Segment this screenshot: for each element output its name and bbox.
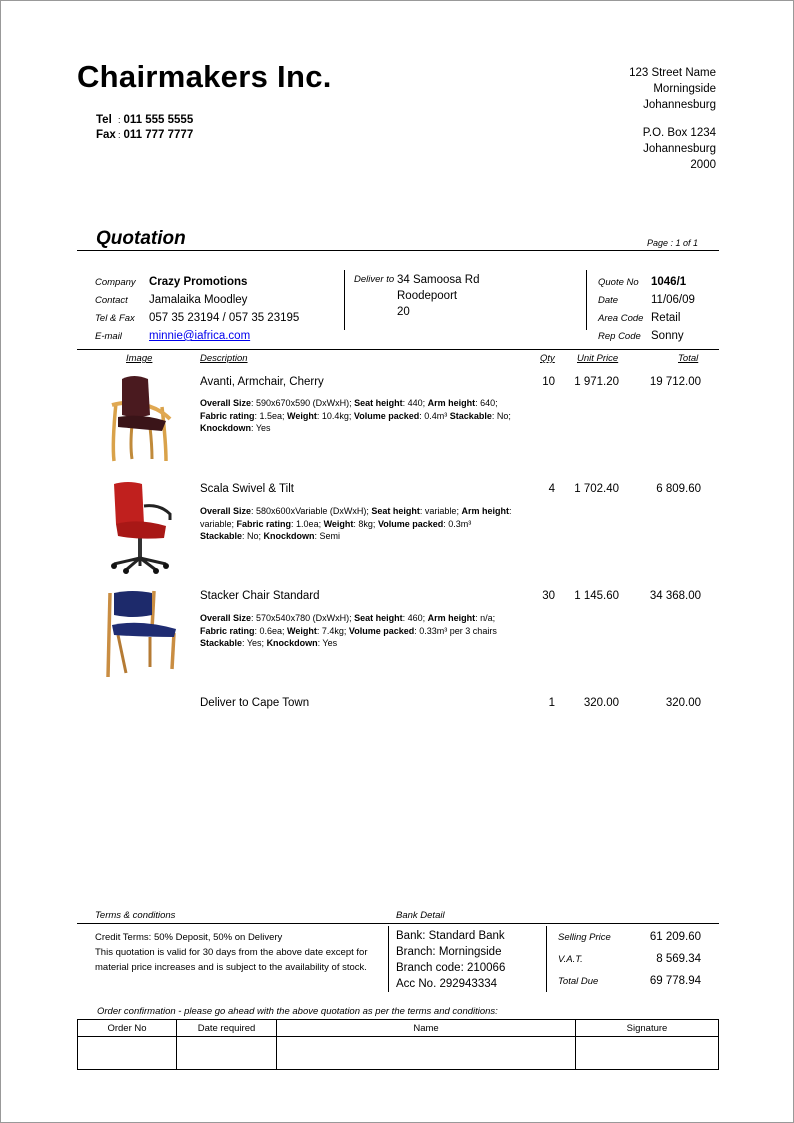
quote-no: 1046/1 bbox=[651, 276, 687, 288]
spec-key: Overall Size bbox=[200, 613, 252, 623]
spec-value: : 1.0ea; bbox=[291, 518, 324, 529]
date-label: Date bbox=[598, 295, 619, 306]
divider bbox=[77, 923, 719, 924]
customer-info bbox=[95, 272, 299, 344]
col-header-description: Description bbox=[200, 353, 248, 364]
spec-value: : 590x670x590 (DxWxH); bbox=[251, 398, 355, 408]
postal-line: P.O. Box 1234 bbox=[642, 127, 716, 139]
spec-value: : 1.5ea; bbox=[254, 410, 288, 421]
item-total: 320.00 bbox=[665, 697, 701, 709]
tel-value: 011 555 5555 bbox=[123, 114, 194, 126]
postal-line: Johannesburg bbox=[643, 143, 716, 155]
spec-key: Arm height bbox=[427, 613, 476, 623]
delivery-line: 20 bbox=[397, 306, 410, 318]
spec-key: Fabric rating bbox=[200, 410, 255, 421]
spec-key: Seat height bbox=[371, 506, 420, 516]
order-confirmation-table bbox=[77, 1019, 719, 1070]
delivery-address bbox=[397, 272, 479, 320]
area-code: Retail bbox=[651, 312, 681, 324]
col-header-qty: Qty bbox=[540, 353, 555, 364]
bank-details bbox=[396, 928, 505, 992]
order-no-field[interactable] bbox=[78, 1037, 177, 1070]
spec-value: : Yes bbox=[251, 423, 271, 433]
divider bbox=[77, 250, 719, 251]
spec-key: Stackable bbox=[200, 638, 243, 648]
item-unit-price: 1 145.60 bbox=[574, 590, 619, 602]
item-name: Scala Swivel & Tilt bbox=[200, 483, 294, 495]
col-header-total: Total bbox=[678, 353, 699, 364]
spec-key: Weight bbox=[323, 518, 354, 529]
delivery-line: Roodepoort bbox=[397, 290, 458, 302]
item-qty: 30 bbox=[542, 590, 555, 602]
item-qty: 10 bbox=[542, 376, 555, 388]
item-unit-price: 320.00 bbox=[583, 697, 619, 709]
swivel-chair-red-image bbox=[104, 480, 176, 574]
quote-info bbox=[598, 272, 695, 344]
bank-line: Branch: Morningside bbox=[396, 946, 502, 958]
stacker-chair-blue-image bbox=[104, 589, 180, 679]
bank-line: Bank: Standard Bank bbox=[396, 930, 505, 942]
divider bbox=[77, 349, 719, 350]
name-header: Name bbox=[277, 1020, 576, 1037]
col-header-image: Image bbox=[126, 353, 153, 364]
spec-value: : Yes; bbox=[242, 638, 267, 648]
spec-value: : n/a; bbox=[475, 613, 496, 623]
rep-code-label: Rep Code bbox=[598, 331, 641, 342]
customer-contact: Jamalaika Moodley bbox=[149, 294, 248, 306]
spec-key: Stackable bbox=[200, 531, 243, 541]
contact-label: Contact bbox=[95, 295, 128, 306]
quote-date: 11/06/09 bbox=[651, 294, 695, 306]
spec-value: : Semi bbox=[314, 531, 341, 541]
name-field[interactable] bbox=[277, 1037, 576, 1070]
item-total: 19 712.00 bbox=[649, 376, 701, 388]
terms-text bbox=[95, 930, 385, 975]
email-label: E-mail bbox=[95, 331, 122, 342]
company-contact: Tel : 011 555 5555 Fax : 011 777 7777 bbox=[96, 114, 194, 141]
item-spec bbox=[200, 612, 515, 650]
item-qty: 1 bbox=[548, 697, 555, 709]
vat-label: V.A.T. bbox=[558, 954, 583, 965]
address-line: 123 Street Name bbox=[629, 67, 716, 79]
spec-key: Overall Size bbox=[200, 506, 252, 516]
address-line: Morningside bbox=[653, 83, 716, 95]
divider bbox=[546, 926, 547, 992]
spec-key: Volume packed bbox=[348, 625, 415, 636]
customer-email-link[interactable]: minnie@iafrica.com bbox=[149, 330, 251, 342]
spec-key: Weight bbox=[287, 410, 317, 421]
item-total: 34 368.00 bbox=[649, 590, 701, 602]
spec-value: : 0.3m³ bbox=[443, 518, 472, 529]
signature-header: Signature bbox=[576, 1020, 719, 1037]
item-qty: 4 bbox=[548, 483, 555, 495]
total-due-value: 69 778.94 bbox=[649, 975, 701, 987]
fax-value: 011 777 7777 bbox=[123, 129, 194, 141]
bank-line: Acc No. 292943334 bbox=[396, 978, 498, 990]
company-address bbox=[629, 65, 716, 173]
rep-code: Sonny bbox=[651, 330, 684, 342]
bank-line: Branch code: 210066 bbox=[396, 962, 506, 974]
spec-value: : 8kg; bbox=[353, 518, 378, 529]
spec-value: : variable; bbox=[200, 506, 512, 529]
spec-key: Volume packed bbox=[377, 518, 444, 529]
spec-value: : Yes bbox=[317, 638, 338, 648]
selling-price-value: 61 209.60 bbox=[649, 931, 701, 943]
spec-value: : 570x540x780 (DxWxH); bbox=[251, 613, 355, 623]
divider bbox=[344, 270, 345, 330]
page-number: Page : 1 of 1 bbox=[646, 238, 698, 248]
spec-key: Fabric rating bbox=[236, 518, 292, 529]
document-title: Quotation bbox=[96, 228, 186, 249]
spec-key: Knockdown bbox=[200, 423, 251, 433]
customer-company: Crazy Promotions bbox=[149, 276, 248, 288]
validity-terms: This quotation is valid for 30 days from the above date except for material price increases and is subject to the availability of stock. bbox=[95, 947, 368, 973]
total-due-label: Total Due bbox=[558, 976, 599, 987]
date-required-field[interactable] bbox=[177, 1037, 277, 1070]
spec-key: Weight bbox=[287, 625, 317, 636]
customer-telfax: 057 35 23194 / 057 35 23195 bbox=[149, 312, 300, 324]
address-line: Johannesburg bbox=[643, 99, 716, 111]
spec-key: Stackable bbox=[449, 410, 492, 421]
item-name: Avanti, Armchair, Cherry bbox=[200, 376, 324, 388]
fax-label: Fax bbox=[96, 129, 116, 141]
spec-value: : No; bbox=[242, 531, 264, 541]
spec-value: : 0.4m³ bbox=[419, 410, 450, 421]
divider bbox=[388, 926, 389, 992]
spec-key: Seat height bbox=[354, 613, 403, 623]
spec-key: Fabric rating bbox=[200, 625, 255, 636]
postal-line: 2000 bbox=[690, 159, 716, 171]
bank-heading: Bank Detail bbox=[396, 910, 445, 921]
order-confirmation-note: Order confirmation - please go ahead with the above quotation as per the terms and conditions: bbox=[97, 1006, 498, 1017]
item-spec bbox=[200, 505, 515, 543]
spec-value: : 460; bbox=[402, 613, 428, 623]
spec-value: : No; bbox=[491, 410, 511, 421]
item-spec bbox=[200, 397, 515, 435]
quote-no-label: Quote No bbox=[598, 277, 639, 288]
spec-value: : variable; bbox=[419, 506, 462, 516]
spec-value: : 640; bbox=[475, 398, 498, 408]
spec-key: Arm height bbox=[427, 398, 476, 408]
spec-value: : 0.33m³ per 3 chairs bbox=[414, 625, 497, 636]
delivery-line: 34 Samoosa Rd bbox=[397, 274, 480, 286]
signature-field[interactable] bbox=[576, 1037, 719, 1070]
vat-value: 8 569.34 bbox=[656, 953, 701, 965]
company-label: Company bbox=[95, 277, 136, 288]
item-total: 6 809.60 bbox=[656, 483, 701, 495]
date-required-header: Date required bbox=[177, 1020, 277, 1037]
spec-key: Volume packed bbox=[353, 410, 420, 421]
spec-value: : 10.4kg; bbox=[316, 410, 354, 421]
selling-price-label: Selling Price bbox=[558, 932, 611, 943]
order-no-header: Order No bbox=[78, 1020, 177, 1037]
spec-value: : 580x600xVariable (DxWxH); bbox=[251, 506, 372, 516]
spec-key: Knockdown bbox=[263, 531, 315, 541]
item-unit-price: 1 971.20 bbox=[574, 376, 619, 388]
armchair-cherry-image bbox=[104, 373, 176, 465]
spec-value: : 7.4kg; bbox=[316, 625, 349, 636]
terms-heading: Terms & conditions bbox=[95, 910, 176, 921]
tel-label: Tel bbox=[96, 114, 112, 126]
item-name: Deliver to Cape Town bbox=[200, 697, 310, 709]
telfax-label: Tel & Fax bbox=[95, 313, 135, 324]
spec-key: Overall Size bbox=[200, 398, 252, 408]
spec-value: : 440; bbox=[402, 398, 428, 408]
credit-terms: Credit Terms: 50% Deposit, 50% on Delivery bbox=[95, 932, 283, 943]
spec-key: Knockdown bbox=[266, 638, 318, 648]
area-code-label: Area Code bbox=[598, 313, 644, 324]
item-name: Stacker Chair Standard bbox=[200, 590, 320, 602]
divider bbox=[586, 270, 587, 330]
spec-value: : 0.6ea; bbox=[254, 625, 288, 636]
col-header-unit-price: Unit Price bbox=[577, 353, 619, 364]
spec-key: Arm height bbox=[461, 506, 509, 516]
spec-key: Seat height bbox=[354, 398, 403, 408]
item-unit-price: 1 702.40 bbox=[574, 483, 619, 495]
deliver-to-label: Deliver to bbox=[354, 274, 395, 285]
company-name: Chairmakers Inc. bbox=[77, 59, 332, 94]
